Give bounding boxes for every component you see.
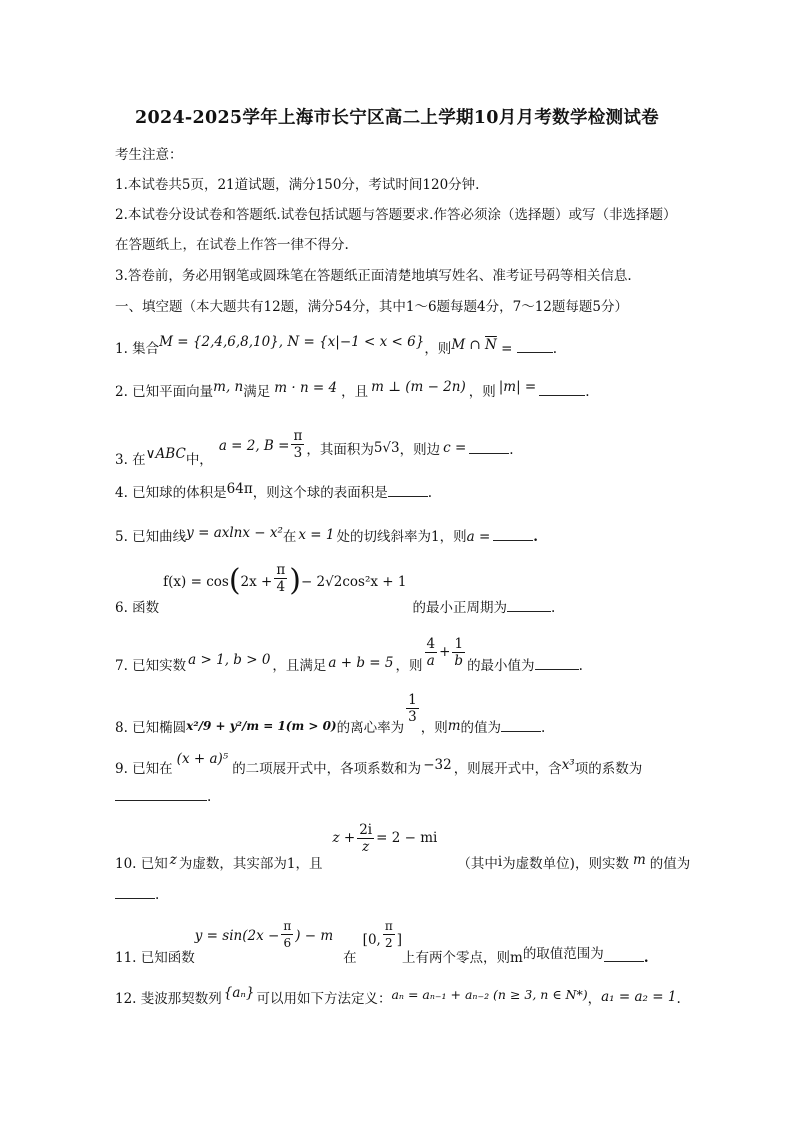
q8-d: 3 (408, 709, 417, 725)
answer-blank (493, 528, 533, 541)
q12-mid: 可以用如下方法定义： (256, 991, 392, 1007)
question-2 (115, 379, 590, 401)
question-10 (115, 818, 691, 872)
question-6 (115, 562, 556, 616)
q5-at: x = 1 (298, 527, 335, 543)
q12-init: a₁ = a₂ = 1 (601, 989, 677, 1005)
q8-post: 的值为 (460, 720, 502, 736)
q10-frac (357, 822, 374, 855)
q7-frac-1 (425, 636, 438, 669)
q9-pre: 9. 已知在 (115, 761, 173, 777)
q10-m: m (632, 852, 646, 868)
q6-f-left: f(x) = cos (163, 574, 229, 590)
q12-pre: 12. 斐波那契数列 (115, 991, 222, 1007)
q4-mid: ，则这个球的表面积是 (252, 485, 388, 501)
q8-end: . (541, 720, 546, 736)
q2-cond1: m · n = 4 (274, 380, 338, 396)
q6-inner: 2x + (240, 574, 273, 590)
q10-pre: 10. 已知 (115, 856, 168, 872)
q1-eq: = (496, 341, 517, 357)
answer-blank (517, 340, 553, 353)
q3-mid3: ，则边 (399, 442, 441, 458)
q5-end: . (533, 529, 538, 545)
q10-lhs: z + (332, 830, 356, 846)
q2-mid1: 满足 (243, 384, 271, 400)
q9-sum: −32 (423, 757, 452, 773)
q9-expr: (x + a)⁵ (176, 751, 229, 767)
q3-given: a = 2, B = (218, 438, 290, 454)
q11-ifrac (383, 918, 395, 951)
q2-mid2: ，且 (341, 384, 369, 400)
q11-frac (281, 918, 293, 951)
q6-end: . (550, 600, 556, 616)
q6-frac (274, 562, 287, 595)
q1-end: . (552, 341, 558, 357)
section-heading: 一、填空题（本大题共有12题，满分54分，其中1～6题每题4分，7～12题每题5分） (115, 299, 628, 315)
q12-end: . (676, 991, 681, 1007)
q8-eq: x²/9 + y²/m = 1(m > 0) (186, 719, 337, 733)
q10-end: . (155, 887, 160, 903)
q11-func: y = sin(2x − (194, 928, 280, 944)
q5-ask: a = (466, 529, 491, 545)
q7-frac-2 (452, 636, 465, 669)
q12-rec: aₙ = aₙ₋₁ + aₙ₋₂ (n ≥ 3, n ∈ N*) (391, 987, 588, 1002)
q6-pre: 6. 函数 (115, 600, 160, 616)
q3-frac (291, 428, 304, 461)
notice-item-2a: 2.本试卷分设试卷和答题纸.试卷包括试题与答题要求.作答必须涂（选择题）或写（非选择题） (115, 207, 677, 223)
q12-seq: {aₙ} (223, 985, 255, 1001)
q7-n2: 1 (452, 636, 465, 653)
question-7 (115, 636, 583, 672)
answer-blank (469, 441, 509, 454)
q3-three: 3 (293, 445, 303, 461)
question-9 (115, 751, 643, 777)
answer-blank (501, 719, 541, 732)
q6-f-right: − 2√2cos²x + 1 (300, 574, 407, 590)
q7-sum: a + b = 5 (328, 655, 394, 671)
q11-six: 6 (283, 936, 292, 950)
question-1 (115, 334, 558, 358)
q4-vol: 64π (226, 481, 253, 497)
q10-num: 2i (359, 822, 373, 838)
q9-mid2: ，则展开式中，含 (453, 761, 562, 777)
notice-item-2b: 在答题纸上，在试卷上作答一律不得分. (115, 237, 349, 253)
page-title: 2024-2025学年上海市长宁区高二上学期10月月考数学检测试卷 (135, 108, 659, 128)
q10-i: i (497, 854, 503, 870)
q3-pi: π (293, 428, 303, 444)
q3-area: 5√3 (373, 440, 400, 456)
q8-n: 1 (408, 692, 417, 708)
q3-end: . (509, 442, 514, 458)
q5-mid1: 在 (282, 529, 297, 545)
q9-end: . (207, 789, 212, 805)
q8-mid1: 的离心率为 (336, 720, 405, 736)
q3-mid1: 中， (185, 452, 213, 468)
q3-tri: ∨ABC (145, 446, 186, 462)
q6-post: 的最小正周期为 (412, 600, 507, 616)
q3-mid2: ，其面积为 (306, 442, 374, 458)
q11-end: . (643, 950, 649, 966)
q10-mid1: 为虚数，其实部为1，且 (178, 856, 323, 872)
q4-pre: 4. 已知球的体积是 (115, 485, 227, 501)
question-5 (115, 525, 538, 546)
answer-blank (507, 599, 551, 612)
question-8 (115, 688, 546, 736)
q11-interval-r: ] (396, 932, 402, 948)
q2-end: . (585, 384, 590, 400)
q8-mid2: ，则 (420, 720, 448, 736)
notice-heading: 考生注意： (115, 147, 183, 163)
q12-comma: ， (587, 991, 602, 1007)
q11-itwo: 2 (384, 936, 393, 950)
q8-var: m (447, 718, 461, 734)
q11-interval-l: [0, (362, 932, 381, 948)
q6-pi: π (276, 562, 286, 578)
q1-mid: ，则 (424, 341, 452, 357)
q11-ipi: π (384, 919, 393, 933)
answer-blank (604, 949, 644, 962)
q3-ask: c = (443, 440, 467, 456)
q8-pre: 8. 已知椭圆 (115, 720, 187, 736)
question-10-answer (115, 886, 159, 904)
q7-d1: a (426, 653, 435, 669)
q3-pre: 3. 在 (115, 452, 146, 468)
answer-blank (115, 788, 207, 801)
q10-rhs: = 2 − mi (376, 830, 438, 846)
answer-blank (115, 886, 155, 899)
q11-var: m (510, 950, 523, 966)
q9-post: 项的系数为 (574, 761, 643, 777)
q5-curve: y = axlnx − x² (186, 525, 283, 541)
q6-four: 4 (276, 579, 286, 595)
q2-cond2: m ⊥ (m − 2n) (371, 379, 466, 395)
q11-post: 的取值范围为 (522, 946, 604, 962)
q9-mid1: 的二项展开式中，各项系数和为 (232, 761, 422, 777)
paren-right: ) (289, 562, 301, 598)
answer-blank (388, 484, 428, 497)
q7-end: . (578, 658, 583, 674)
q7-mid2: ，则 (395, 658, 423, 674)
question-4 (115, 481, 433, 502)
q7-cond: a > 1, b > 0 (188, 652, 271, 668)
answer-blank (535, 657, 579, 670)
q2-ask: |m| = (498, 379, 537, 395)
q1-set-m: M = {2,4,6,8,10} (159, 334, 279, 350)
notice-item-1: 1.本试卷共5页，21道试题，满分150分，考试时间120分钟. (115, 177, 480, 193)
q11-func-end: ) − m (295, 928, 334, 944)
q5-pre: 5. 已知曲线 (115, 529, 187, 545)
q11-mid2: 上有两个零点，则 (402, 950, 510, 966)
q11-pi: π (283, 919, 292, 933)
answer-blank (539, 383, 585, 396)
q1-nbar: $\overline{N}$ (485, 337, 497, 353)
q2-mid3: ，则 (468, 384, 496, 400)
question-11 (115, 918, 649, 966)
q7-post: 的最小值为 (467, 658, 535, 674)
q10-post: 的值为 (649, 856, 691, 872)
q1-pre: 1. 集合 (115, 341, 160, 357)
q1-expr: M ∩ (451, 337, 486, 353)
notice-item-3: 3.答卷前，务必用钢笔或圆珠笔在答题纸正面清楚地填写姓名、准考证号码等相关信息. (115, 268, 632, 284)
q10-den: z (362, 839, 370, 855)
q7-d2: b (454, 653, 464, 669)
q10-mid2: （其中 (457, 856, 498, 872)
q10-mid3: 为虚数单位)，则实数 (502, 856, 629, 872)
q11-mid1: 在 (343, 950, 357, 966)
q4-end: . (427, 485, 433, 501)
question-9-answer (115, 788, 211, 806)
q7-plus: + (439, 644, 451, 660)
q5-mid2: 处的切线斜率为1，则 (336, 529, 467, 545)
question-3 (115, 430, 514, 466)
q2-pre: 2. 已知平面向量 (115, 384, 214, 400)
q7-pre: 7. 已知实数 (115, 658, 187, 674)
q11-pre: 11. 已知函数 (115, 950, 195, 966)
q7-n1: 4 (426, 636, 436, 652)
q8-frac (406, 692, 419, 725)
question-12 (115, 985, 681, 1008)
paren-left: ( (228, 562, 241, 598)
q10-z: z (169, 852, 177, 868)
q7-mid1: ，且满足 (272, 658, 327, 674)
q2-vec: m, n (213, 379, 244, 395)
q1-set-n: , N = {x|−1 < x < 6} (278, 334, 425, 350)
q9-term: x³ (561, 757, 575, 773)
